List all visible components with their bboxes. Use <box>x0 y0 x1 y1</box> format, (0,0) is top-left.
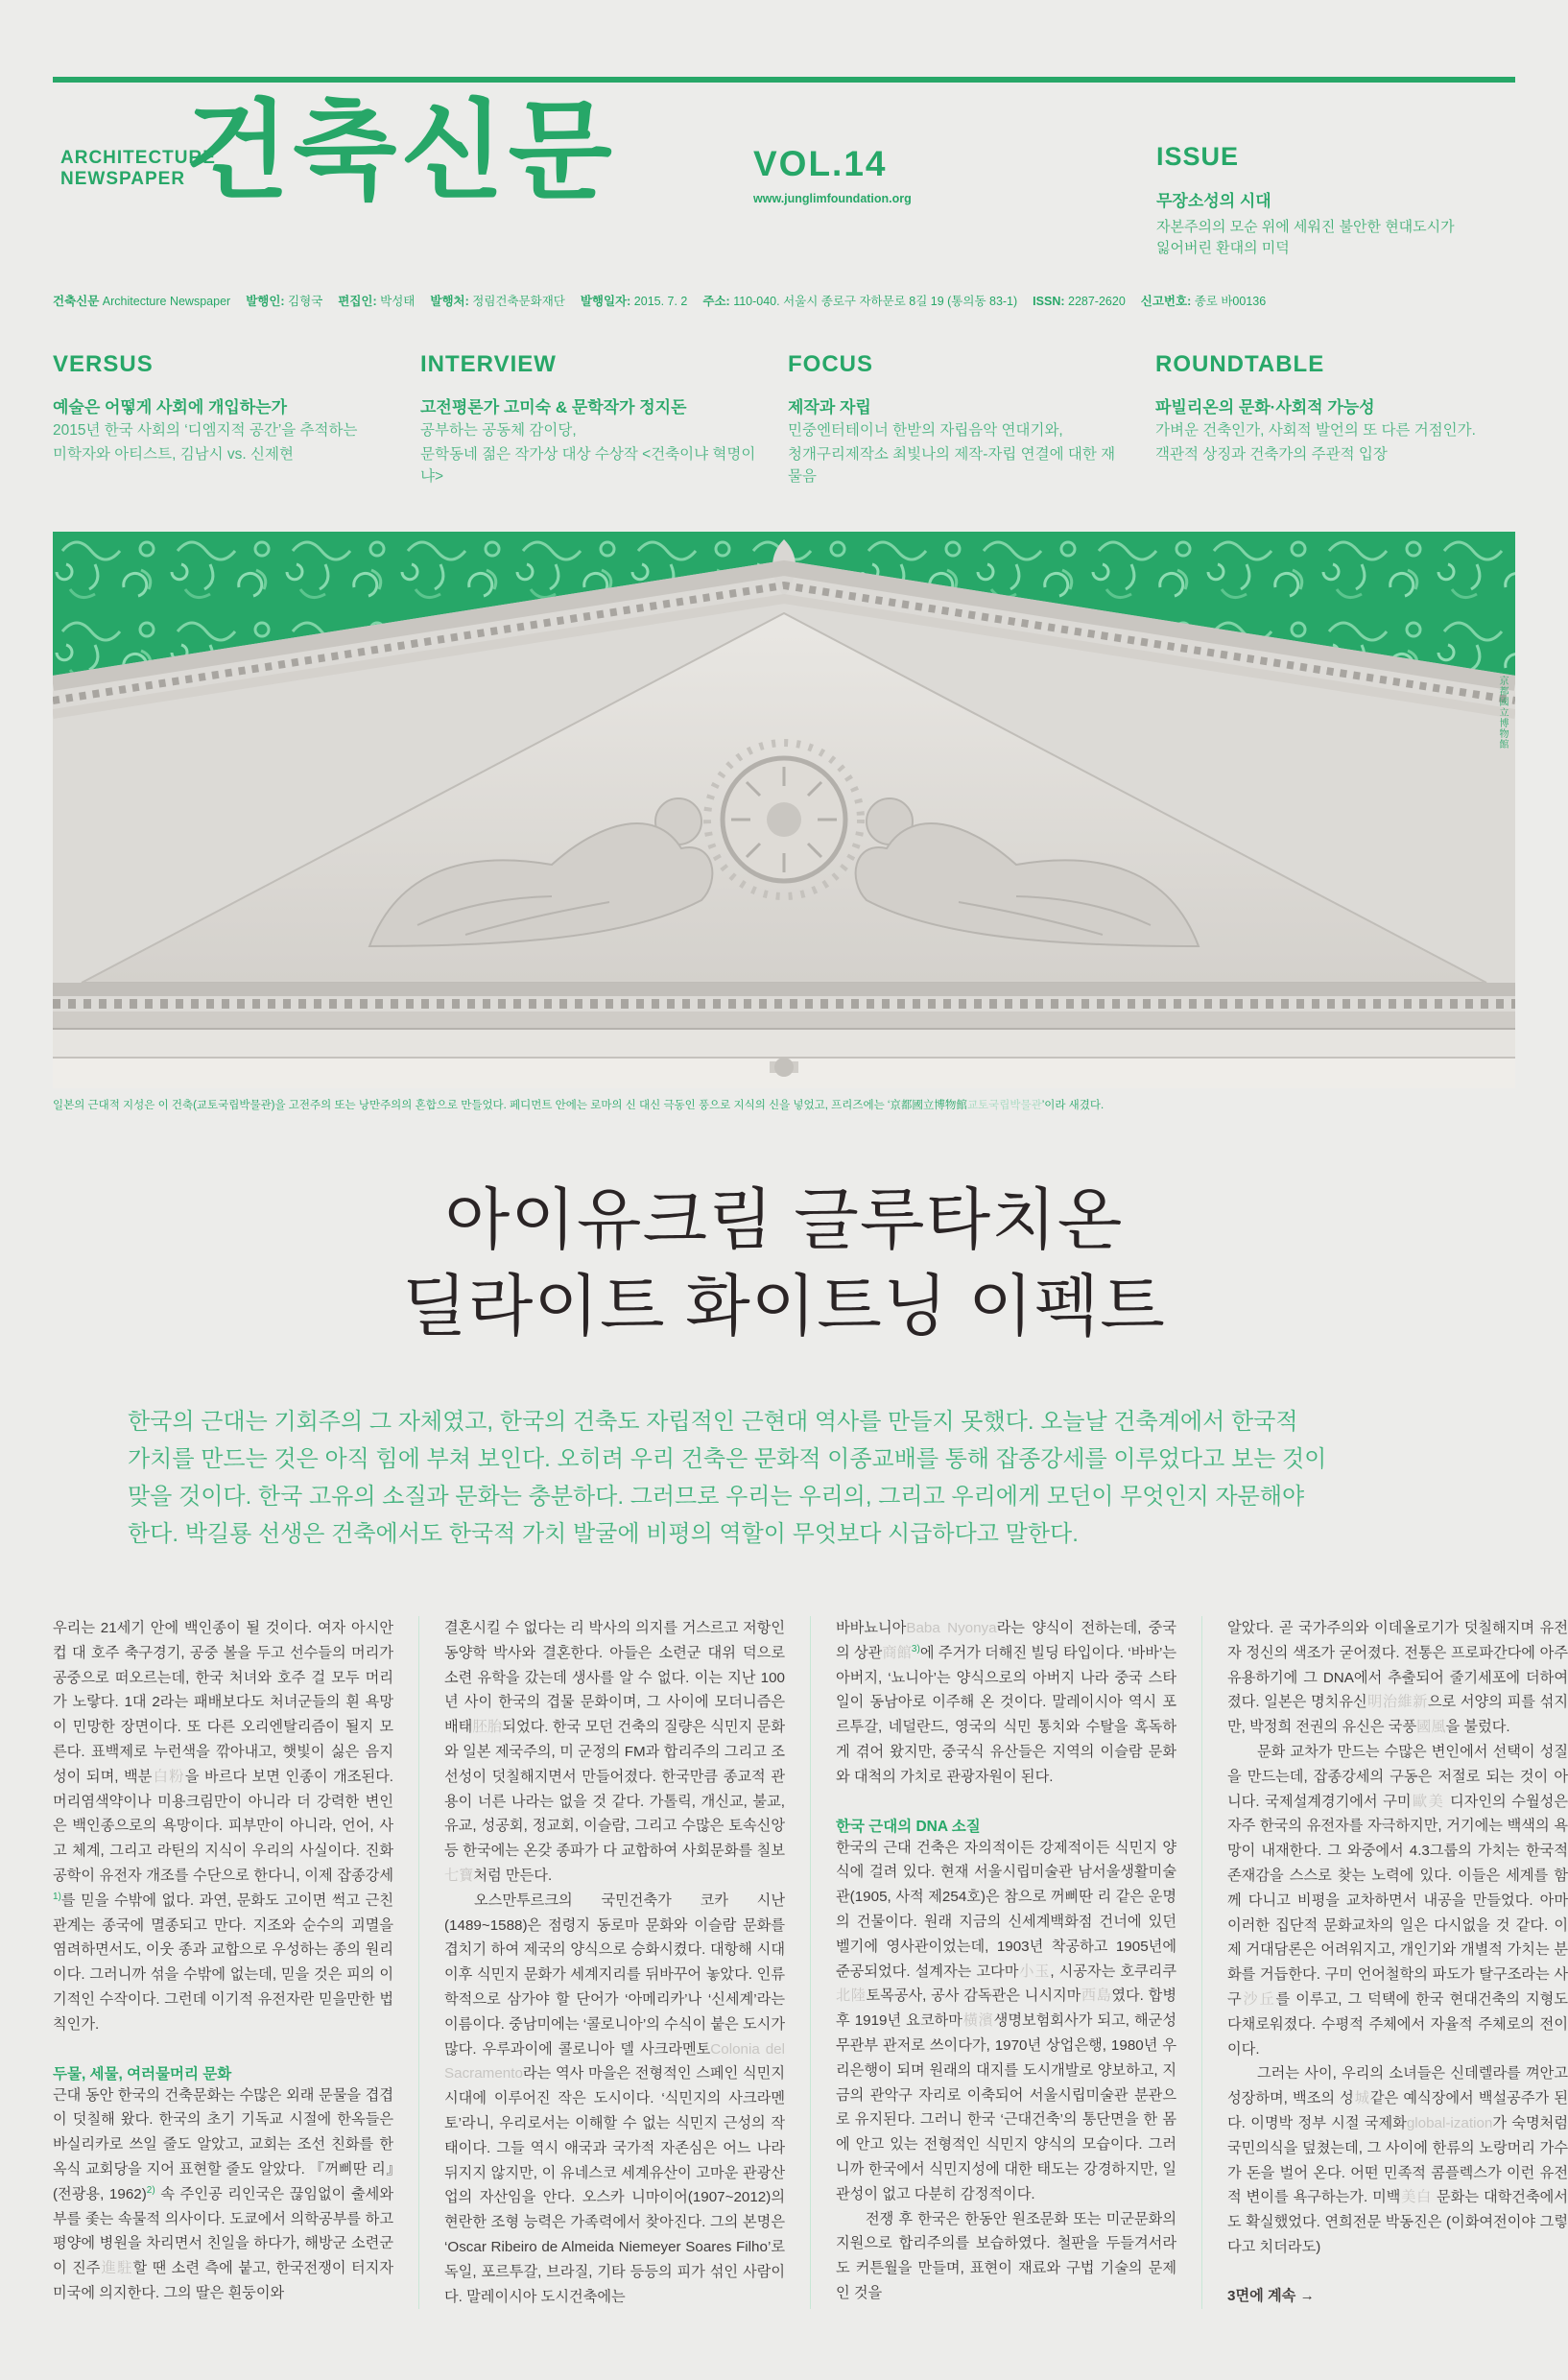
article-body <box>53 1616 1568 2309</box>
body-text: 에 주거가 더해진 빌딩 타입이다. ‘바바’는 아버지, ‘뇨니아’는 양식으로의 아버지 나라 중국 스타일이 동남아로 이주해 온 것이다. 말레이시아 역시 포르투갈, 네덜란드, 영국의 식민 통치와 수탈을 혹독하게 겪어 왔지만, 중국식 유산들은 지역의 이슬람 문화와 대척의 가치로 관광자원이 된다. <box>836 1644 1177 1785</box>
body-text: 를 믿을 수밖에 없다. 과연, 문화도 고이면 썩고 근친 관계는 종국에 멸종되고 만다. 지조와 순수의 괴멸을 염려하면서도, 이웃 종과 교합으로 우성하는 종의 원리이다. 그러니까 섞을 수밖에 없는데, 믿을 것은 피의 이기적인 수작이다. 그런데 이기적 유전자란 믿을만한 법칙인가. <box>53 1892 393 2033</box>
issue-block <box>1156 142 1515 259</box>
body-text: 디자인의 수월성은 자주 한국의 유전자를 자극하지만, 거기에는 백색의 욕망이 내재한다. 그 와중에서 4.3그룹의 가치는 한국적 존재감을 스스로 찾는 노력에 있다. 이들은 세계를 함께 다니고 비평을 교차하면서 내공을 만들었다. 아마 이러한 집단적 문화교차의 일은 다시없을 것 같다. 이제 거대담론은 어려워지고, 개인기와 개별적 가치는 분화를 거듭한다. 구미 언어철학의 파도가 탈구조라는 사구 <box>1227 1793 1568 2008</box>
masthead-info-item: 발행일자: 2015. 7. 2 <box>580 295 688 308</box>
body-text: 문화는 대학건축에서도 확실했었다. 연희전문 박동진은 (이화여전이야 그렇다고 치더라도) <box>1227 2189 1568 2255</box>
article-subheading: 두물, 세물, 여러물머리 문화 <box>53 2065 232 2082</box>
section-title: VERSUS <box>53 351 154 377</box>
pediment-illustration <box>53 532 1515 1088</box>
body-text: 였다. 합병 후 1919년 요코하마 <box>836 1987 1177 2030</box>
article-column-4 <box>1201 1616 1568 2309</box>
article-column-1 <box>53 1616 418 2309</box>
article-paragraph <box>1227 2061 1568 2259</box>
annotation-text: 進駐 <box>100 2260 133 2277</box>
masthead-info-line <box>53 292 1515 309</box>
section-desc-line: 청개구리제작소 최빛나의 제작-자립 연결에 대한 재물음 <box>788 446 1116 485</box>
section-title: ROUNDTABLE <box>1155 351 1325 377</box>
issue-desc-line: 잃어버린 환대의 미덕 <box>1156 240 1290 256</box>
annotation-text: global-ization <box>1406 2114 1493 2131</box>
volume-number: VOL.14 <box>753 144 888 183</box>
annotation-text: 商館 <box>882 1644 912 1661</box>
body-text: 속 주인공 리인국은 끊임없이 출세와 부를 좇는 속물적 의사이다. 도쿄에서 의학공부를 하고 평양에 병원을 차리면서 친일을 하다가, 해방군 소련군이 진주 <box>53 2185 393 2277</box>
article-paragraph <box>836 1836 1176 2207</box>
masthead-line2: NEWSPAPER <box>60 169 186 189</box>
body-text: 을 바르다 보면 인종이 개조된다. 머리염색약이나 미용크림만이 아니라 더 강력한 변인은 백인종으로의 욕망이다. 피부만이 아니라, 언어, 사고 체계, 그리고 라틴의 지식이 우리의 사실이다. 진화 공학이 유전자 개조를 수단으로 한다니, 이제 잡종강세 <box>53 1768 394 1884</box>
section-desc-line: 미학자와 아티스트, 김남시 vs. 신제현 <box>53 446 294 463</box>
body-text: 으로 서양의 피를 섞지만, 박정희 전권의 유신은 국풍 <box>1227 1694 1568 1736</box>
masthead-info-item: 건축신문 Architecture Newspaper <box>53 295 231 308</box>
article-paragraph <box>53 1616 393 2037</box>
body-text: 를 이루고, 그 덕택에 한국 현대건축의 지형도 다채로워졌다. 수평적 주체에서 자율적 주체로의 전이이다. <box>1227 1990 1568 2058</box>
article-subheading: 한국 근대의 DNA 소질 <box>836 1818 981 1835</box>
section-teaser-interview[interactable] <box>420 351 762 488</box>
annotation-text: 歐美 <box>1411 1793 1445 1810</box>
section-headline: 파빌리온의 문화·사회적 가능성 <box>1155 398 1375 416</box>
annotation-text: 七寶 <box>444 1867 474 1884</box>
top-rule <box>53 77 1515 83</box>
body-text: 라는 양식이 전하는데, 중국의 상관 <box>836 1620 1176 1661</box>
article-paragraph <box>1227 1616 1568 1740</box>
section-headline: 고전평론가 고미숙 & 문학작가 정지돈 <box>420 398 687 416</box>
masthead-info-item: 신고번호: 종로 바00136 <box>1140 295 1267 308</box>
article-paragraph <box>1227 1740 1568 2061</box>
intro-line: 맞을 것이다. 한국 고유의 소질과 문화는 충분하다. 그러므로 우리는 우리의, 그리고 우리에게 모던이 무엇인지 자문해야 <box>128 1484 1305 1510</box>
issue-title: ISSUE <box>1156 142 1240 171</box>
body-text: 그러는 사이, 우리의 소녀들은 신데렐라를 껴안고 성장하며, 백조의 성 <box>1227 2065 1568 2107</box>
article-column-3 <box>810 1616 1201 2309</box>
annotation-text: 沙丘 <box>1241 1990 1276 2008</box>
article-paragraph <box>444 1889 785 2310</box>
intro-line: 한국의 근대는 기회주의 그 자체였고, 한국의 건축도 자립적인 근현대 역사를 만들지 못했다. 오늘날 건축계에서 한국적 <box>128 1409 1298 1435</box>
section-desc-line: 2015년 한국 사회의 ‘디엠지적 공간’을 추적하는 <box>53 422 358 439</box>
body-text: 을 불렀다. <box>1445 1719 1510 1736</box>
annotation-text: Colonia del Sacramento <box>444 2040 785 2082</box>
section-title: FOCUS <box>788 351 873 377</box>
masthead-info-item: 주소: 110-040. 서울시 종로구 자하문로 8길 19 (통의동 83-1) <box>702 295 1018 308</box>
body-text: 결혼시킬 수 없다는 리 박사의 의지를 거스르고 저항인 동양학 박사와 결혼한다. 아들은 소련군 대위 덕으로 소련 유학을 갔는데 생사를 알 수 없다. 이는 지난 100년 사이 한국의 겹물 문화이며, 그 사이에 모더니즘은 배태 <box>444 1620 785 1736</box>
article-column-2 <box>418 1616 810 2309</box>
body-text: 문화 교차가 만드는 수많은 변인에서 선택이 성질을 만드는데, 잡종강세의 구동은 저절로 되는 것이 아니다. 국제설계경기에서 구미 <box>1227 1743 1568 1810</box>
article-paragraph <box>836 2207 1176 2306</box>
annotation-text: 白粉 <box>152 1768 185 1785</box>
annotation-text: 胚胎 <box>472 1719 503 1736</box>
website-link[interactable]: www.junglimfoundation.org <box>753 192 912 205</box>
annotation-text: 北陸 <box>836 1987 867 2005</box>
body-text: 한국의 근대 건축은 자의적이든 강제적이든 식민지 양식에 걸려 있다. 현재 서울시립미술관 남서울생활미술관(1905, 사적 제254호)은 참으로 꺼삐딴 리 같은 운명의 건물이다. 원래 지금의 신세계백화점 건너에 있던 벨기에 영사관이었는데, 1903년 착공하고 1905년에 준공되었다. 설계자는 고다마 <box>836 1839 1176 1980</box>
body-text: 바바뇨니아 <box>836 1620 907 1636</box>
headline-line2: 딜라이트 화이트닝 이펙트 <box>402 1269 1166 1344</box>
annotation-text: 小玉 <box>1018 1963 1051 1980</box>
section-desc-line: 공부하는 공동체 감이당, <box>420 422 577 439</box>
annotation-text: 西島 <box>1081 1987 1112 2005</box>
body-text: 전쟁 후 한국은 한동안 원조문화 또는 미군문화의 지원으로 합리주의를 보습하였다. 철판을 두들겨서라도 커튼월을 만들며, 표현이 재료와 구법 기술의 문제인 것을 <box>836 2210 1176 2301</box>
newspaper-page <box>0 77 1568 2309</box>
article-paragraph <box>836 1616 1176 1790</box>
intro-line: 가치를 만드는 것은 아직 힘에 부쳐 보인다. 오히려 우리 건축은 문화적 이종교배를 통해 잡종강세를 이루었다고 보는 것이 <box>128 1446 1327 1472</box>
masthead-info-item: 발행인: 김형국 <box>246 295 323 308</box>
footnote-marker: 3) <box>911 1643 920 1654</box>
body-text: 우리는 21세기 안에 백인종이 될 것이다. 여자 아시안컵 대 호주 축구경기, 공중 볼을 두고 선수들의 머리가 공중으로 떠오르는데, 한국 처녀와 호주 걸 모두 머리가 노랗다. 1대 2라는 패배보다도 처녀군들의 흰 욕망이 민망한 장면이다. 또 다른 오리엔탈리즘이 될지 모른다. 표백제로 누런색을 깎아내고, 햇빛이 싫은 음지성이 되며, 백분 <box>53 1620 393 1785</box>
annotation-text: 國風 <box>1416 1719 1446 1736</box>
photo-caption <box>53 1098 1515 1113</box>
masthead-info-item: 발행처: 정림건축문화재단 <box>430 295 565 308</box>
annotation-text: 明治維新 <box>1366 1694 1428 1711</box>
body-text: 오스만투르크의 국민건축가 코카 시난(1489~1588)은 점령지 동로마 문화와 이슬람 문화를 겹치기 하여 제국의 양식으로 승화시켰다. 대항해 시대 이후 식민지 문화가 세계지리를 뒤바꾸어 놓았다. 인류학적으로 삼가야 할 단어가 ‘아메리카’나 ‘신세계’라는 이름이다. 중남미에는 ‘콜로니아’의 수식이 붙은 도시가 많다. 우루과이에 콜로니아 델 사크라멘토 <box>444 1892 785 2058</box>
section-desc-line: 객관적 상징과 건축가의 주관적 입장 <box>1155 446 1388 463</box>
body-text: 라는 역사 마을은 전형적인 스페인 식민지 시대에 이루어진 작은 도시이다. ‘식민지의 사크라멘토’라니, 우리로서는 이해할 수 없는 식민지 근성의 작태이다. 그들 역시 애국과 국가적 자존심은 어느 나라 뒤지지 않지만, 이 유네스코 세계유산이 고마운 관광산업의 자산임을 안다. 오스카 니마이어(1907~2012)의 현란한 조형 능력은 가족력에서 찾아진다. 그의 본명은 ‘Oscar Ribeiro de Almeida Niemeyer Soares Filho’로 독일, 포르투갈, 브라질, 기타 등등의 피가 섞인 사람이다. 말레이시아 도시건축에는 <box>444 2065 785 2305</box>
intro-paragraph <box>128 1403 1471 1553</box>
masthead-info-item: ISSN: 2287-2620 <box>1033 295 1126 308</box>
body-text: 같은 예식장에서 백설공주가 된다. 이명박 정부 시절 국제화 <box>1227 2090 1568 2131</box>
body-text: ’이라 새겼다. <box>1041 1100 1105 1111</box>
body-text: , 시공자는 호쿠리쿠 <box>1050 1963 1177 1980</box>
section-headline: 예술은 어떻게 사회에 개입하는가 <box>53 398 288 416</box>
masthead-info-item: 편집인: 박성태 <box>338 295 416 308</box>
section-desc-line: 민중엔터테이너 한받의 자립음악 연대기와, <box>788 422 1063 439</box>
volume-block <box>753 144 912 205</box>
footnote-marker: 2) <box>146 2184 155 2196</box>
body-text: 일본의 근대적 지성은 이 건축(교토국립박물관)을 고전주의 또는 낭만주의의 혼합으로 만들었다. 페디먼트 안에는 로마의 신 대신 극동인 풍으로 지식의 신을 넣었고, 프리즈에는 ‘京都國立博物館 <box>53 1100 967 1111</box>
body-text: 토목공사, 공사 감독관은 니시지마 <box>866 1987 1081 2005</box>
pediment-photo <box>53 532 1515 1088</box>
section-teaser-versus[interactable] <box>53 351 394 488</box>
newspaper-logo: 건축신문 <box>185 91 616 211</box>
body-text: 근대 동안 한국의 건축문화는 수많은 외래 문물을 겹겹이 덧칠해 왔다. 한국의 초기 기독교 시절에 한옥들은 바실리카로 쓰일 줄도 알았고, 교회는 조선 친화를 한옥식 교회당을 지어 표현할 줄도 알았다. 『꺼삐딴 리』(전광용, 1962) <box>53 2086 393 2202</box>
issue-description <box>1156 217 1515 259</box>
article-paragraph <box>444 1616 785 1889</box>
body-text: 되었다. 한국 모던 건축의 질량은 식민지 문화와 일본 제국주의, 미 군정의 FM과 합리주의 그리고 조선성이 덧칠해지면서 만들어졌다. 한국만큼 종교적 관용이 너른 나라는 없을 것 같다. 가톨릭, 개신교, 불교, 유교, 성공회, 정교회, 이슬람, 그리고 수많은 토속신앙 등 한국에는 온갖 종파가 다 교합하여 사회문화를 칠보 <box>444 1719 786 1860</box>
body-text: 알았다. 곧 국가주의와 이데올로기가 덧칠해지며 유전자 정신의 색조가 굳어졌다. 전통은 프로파간다에 아주 유용하기에 그 DNA에서 추출되어 줄기세포에 더하여졌다. 일본은 명치유신 <box>1227 1620 1568 1711</box>
main-headline <box>53 1177 1515 1349</box>
continued-note: 3면에 계속 → <box>1227 2287 1315 2304</box>
section-desc-line: 가벼운 건축인가, 사회적 발언의 또 다른 거점인가. <box>1155 422 1476 439</box>
annotation-text: Baba Nyonya <box>906 1620 997 1636</box>
issue-headline: 무장소성의 시대 <box>1156 192 1271 210</box>
intro-line: 한다. 박길룡 선생은 건축에서도 한국적 가치 발굴에 비평의 역할이 무엇보다 시급하다고 말한다. <box>128 1521 1079 1547</box>
annotation-text: 城 <box>1353 2090 1370 2107</box>
section-teaser-focus[interactable] <box>788 351 1129 488</box>
photo-credit-vertical: 京都國立博物館 <box>1497 676 1508 750</box>
section-headline: 제작과 자립 <box>788 398 871 416</box>
header <box>53 91 1515 259</box>
section-title: INTERVIEW <box>420 351 557 377</box>
annotation-text: 美白 <box>1400 2189 1433 2206</box>
section-teasers <box>53 351 1515 488</box>
body-text: 처럼 만든다. <box>473 1867 553 1884</box>
body-text: 생명보험회사가 되고, 해군성 무관부 관저로 쓰이다가, 1970년 상업은행, 1980년 우리은행이 되며 원래의 대지를 도시개발로 양보하고, 지금의 관악구 자리로 이축되어 서울시립미술관 분관으로 유지된다. 그러니 한국 ‘근대건축’의 통단면을 한 몸에 안고 있는 전형적인 식민지 양식의 모습이다. 그러니까 한국에서 식민지성에 대한 태도는 강경하지만, 일관성이 없고 다분히 감정적이다. <box>836 2012 1176 2202</box>
article-paragraph <box>53 2083 393 2306</box>
body-text: 할 땐 소련 측에 붙고, 한국전쟁이 터지자 미국에 의지한다. 그의 딸은 흰둥이와 <box>53 2260 394 2301</box>
headline-line1: 아이유크림 글루타치온 <box>444 1182 1124 1257</box>
body-text: 가 숙명처럼 국민의식을 덮쳤는데, 그 사이에 한류의 노랑머리 가수가 돈을 벌어 온다. 어떤 민족적 콤플렉스가 이런 유전적 변이를 욕구하는가. 미백 <box>1227 2114 1568 2206</box>
annotation-text: 교토국립박물관 <box>966 1100 1042 1111</box>
section-teaser-roundtable[interactable] <box>1155 351 1497 488</box>
annotation-text: 橫濱 <box>962 2012 994 2030</box>
issue-desc-line: 자본주의의 모순 위에 세워진 불안한 현대도시가 <box>1156 219 1455 235</box>
footnote-marker: 1) <box>53 1891 61 1902</box>
masthead-line1: ARCHITECTURE <box>60 148 216 168</box>
section-desc-line: 문학동네 젊은 작가상 대상 수상작 <건축이냐 혁명이냐> <box>420 446 756 485</box>
